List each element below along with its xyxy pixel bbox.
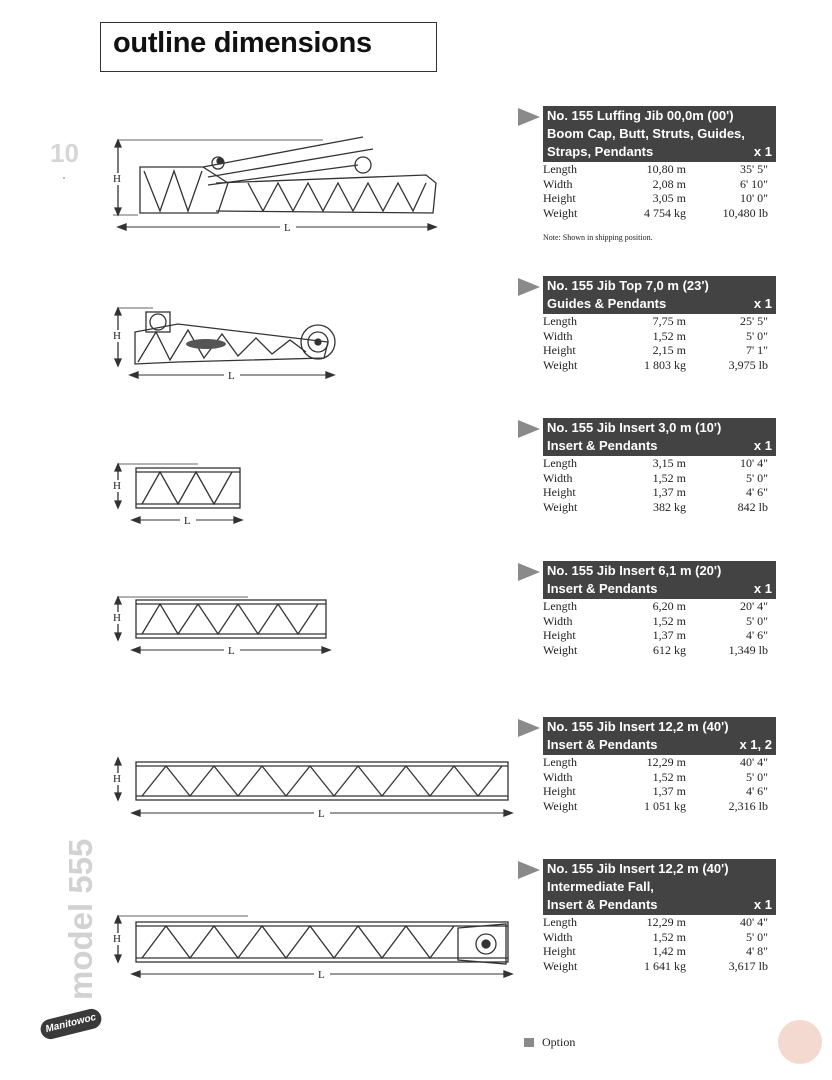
option-arrow-icon <box>518 717 543 755</box>
spec-row-height: Height 1,37 m 4' 6" <box>543 784 768 798</box>
l-label: L <box>318 969 325 981</box>
option-swatch-icon <box>524 1038 534 1047</box>
spec-row-height: Height 2,15 m 7' 1" <box>543 343 768 357</box>
spec-block-luffing-jib <box>518 106 776 220</box>
spec-block-jib-top <box>518 276 776 372</box>
spec-row-height: Height 3,05 m 10' 0" <box>543 191 768 205</box>
spec-title: No. 155 Jib Insert 3,0 m (10') Insert & Pendants x 1 <box>543 418 776 456</box>
spec-row-weight: Weight 1 803 kg 3,975 lb <box>543 357 768 372</box>
spec-row-height: Height 1,37 m 4' 6" <box>543 485 768 499</box>
spec-row-length: Length 12,29 m 40' 4" <box>543 915 768 929</box>
spec-title: No. 155 Jib Top 7,0 m (23') Guides & Pendants x 1 <box>543 276 776 314</box>
spec-row-width: Width 1,52 m 5' 0" <box>543 769 768 784</box>
spec-row-weight: Weight 4 754 kg 10,480 lb <box>543 205 768 220</box>
page-number: 10 <box>50 138 79 168</box>
spec-row-height: Height 1,42 m 4' 8" <box>543 944 768 958</box>
title-box <box>100 22 437 72</box>
h-label: H <box>113 480 121 492</box>
page-title: outline dimensions <box>113 27 372 59</box>
l-label: L <box>284 222 291 234</box>
spec-title: No. 155 Jib Insert 12,2 m (40') Intermediate Fall, Insert & Pendants x 1 <box>543 859 776 915</box>
spec-row-length: Length 10,80 m 35' 5" <box>543 162 768 176</box>
spec-row-width: Width 1,52 m 5' 0" <box>543 328 768 343</box>
jib-insert-12m-fall-drawing <box>108 910 518 984</box>
spec-row-weight: Weight 612 kg 1,349 lb <box>543 642 768 657</box>
spec-row-length: Length 6,20 m 20' 4" <box>543 599 768 613</box>
spec-row-width: Width 1,52 m 5' 0" <box>543 470 768 485</box>
manitowoc-logo: Manitowoc <box>39 1007 104 1041</box>
h-label: H <box>113 612 121 624</box>
watermark-icon <box>778 1020 822 1064</box>
spec-row-weight: Weight 1 641 kg 3,617 lb <box>543 958 768 973</box>
spec-row-length: Length 12,29 m 40' 4" <box>543 755 768 769</box>
jib-insert-6m-drawing <box>108 592 340 662</box>
spec-block-insert-3m <box>518 418 776 514</box>
spec-block-insert-12m-fall <box>518 859 776 973</box>
h-label: H <box>113 330 121 342</box>
spec-row-width: Width 2,08 m 6' 10" <box>543 176 768 191</box>
spec-title: No. 155 Luffing Jib 00,0m (00') Boom Cap, Butt, Struts, Guides, Straps, Pendants x 1 <box>543 106 776 162</box>
model-label: model 555 <box>62 838 99 1000</box>
spec-block-insert-6m <box>518 561 776 657</box>
legend-label: Option <box>542 1035 576 1049</box>
spec-block-insert-12m <box>518 717 776 813</box>
page-dot <box>63 177 65 179</box>
h-label: H <box>113 773 121 785</box>
l-label: L <box>318 808 325 820</box>
jib-top-drawing <box>108 302 340 384</box>
h-label: H <box>113 933 121 945</box>
l-label: L <box>184 515 191 527</box>
l-label: L <box>228 370 235 382</box>
option-arrow-icon <box>518 418 543 456</box>
shipping-note: Note: Shown in shipping position. <box>543 233 653 242</box>
luffing-jib-drawing <box>108 135 440 235</box>
h-label: H <box>113 173 121 185</box>
spec-row-weight: Weight 1 051 kg 2,316 lb <box>543 798 768 813</box>
spec-row-height: Height 1,37 m 4' 6" <box>543 628 768 642</box>
spec-row-length: Length 7,75 m 25' 5" <box>543 314 768 328</box>
legend <box>524 1035 575 1050</box>
l-label: L <box>228 645 235 657</box>
spec-row-width: Width 1,52 m 5' 0" <box>543 613 768 628</box>
jib-insert-12m-drawing <box>108 752 518 822</box>
spec-title: No. 155 Jib Insert 6,1 m (20') Insert & Pendants x 1 <box>543 561 776 599</box>
spec-row-weight: Weight 382 kg 842 lb <box>543 499 768 514</box>
option-arrow-icon <box>518 276 543 314</box>
spec-row-width: Width 1,52 m 5' 0" <box>543 929 768 944</box>
option-arrow-icon <box>518 561 543 599</box>
spec-row-length: Length 3,15 m 10' 4" <box>543 456 768 470</box>
option-arrow-icon <box>518 859 543 915</box>
option-arrow-icon <box>518 106 543 162</box>
spec-title: No. 155 Jib Insert 12,2 m (40') Insert & Pendants x 1, 2 <box>543 717 776 755</box>
jib-insert-3m-drawing <box>108 458 248 530</box>
